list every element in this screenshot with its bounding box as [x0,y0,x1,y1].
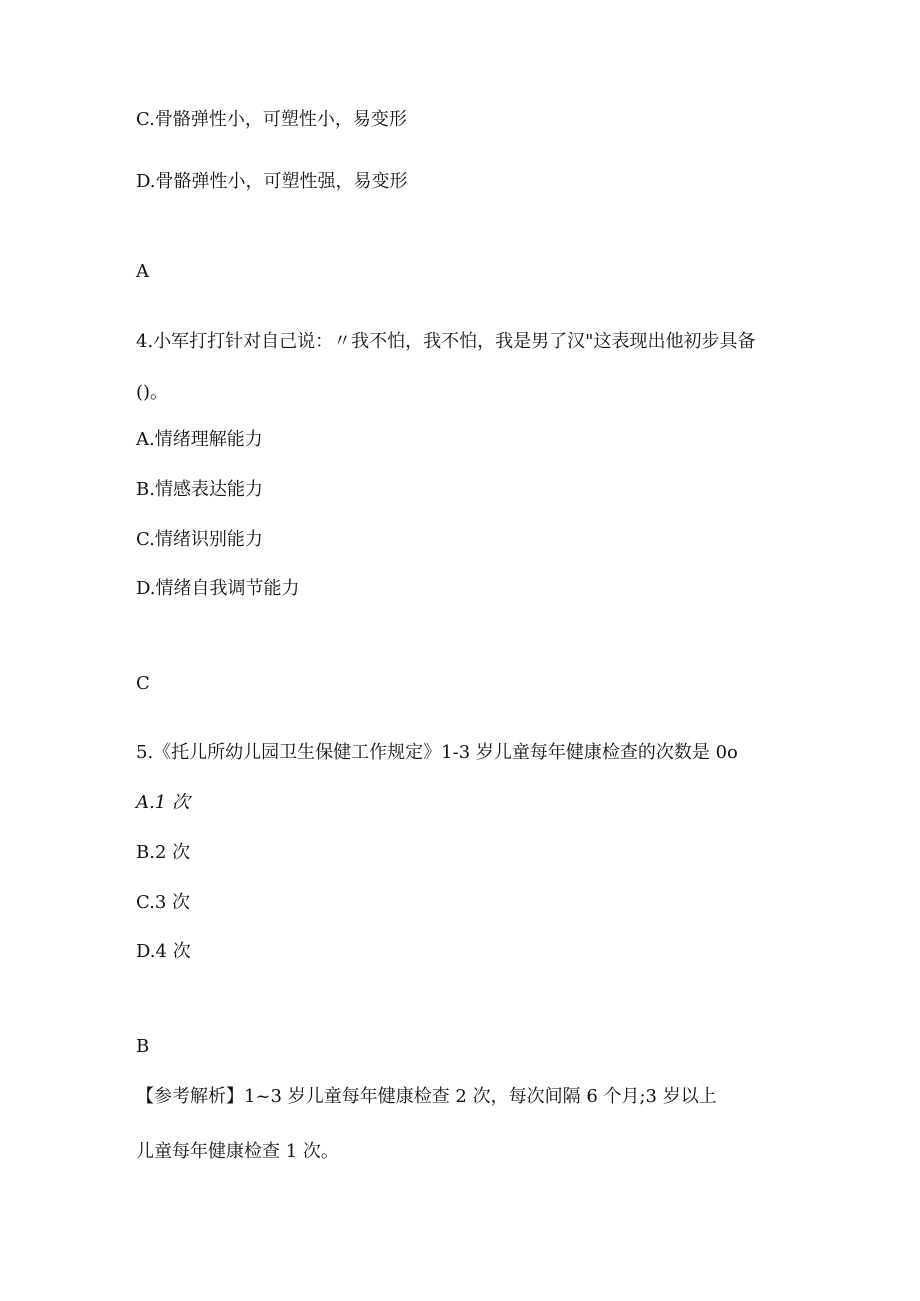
q4-stem-line1: 4.小军打打针对自己说：〃我不怕，我不怕，我是男了汉"这表现出他初步具备 [136,331,756,352]
q4-option-d [136,577,300,601]
option-text: 情绪自我调节能力 [155,578,300,599]
option-letter: B. [136,479,155,500]
q5-explanation-line1: 【参考解析】1~3 岁儿童每年健康检查 2 次，每次间隔 6 个月;3 岁以上 [136,1086,717,1107]
option-letter: C. [136,529,155,550]
q3-answer: A [136,261,149,282]
option-letter: B. [136,842,155,863]
option-letter: D. [136,578,156,599]
q3-option-c [136,108,407,132]
q5-option-d [136,940,191,964]
option-text: 情感表达能力 [154,479,263,500]
option-text: 情绪理解能力 [154,429,263,450]
q4-option-b [136,478,263,502]
option-text: 2 次 [154,842,191,863]
q5-option-c [136,891,190,915]
option-text: 情绪识别能力 [154,529,263,550]
option-letter: D. [136,941,156,962]
q4-option-c [136,528,263,552]
option-letter: D. [136,171,156,192]
option-letter: A. [136,792,155,813]
q5-answer: B [136,1036,150,1057]
q5-stem: 5.《托儿所幼儿园卫生保健工作规定》1-3 岁儿童每年健康检查的次数是 0o [136,742,738,763]
q5-option-b [136,841,190,865]
q5-explanation-line2: 儿童每年健康检查 1 次。 [136,1141,339,1162]
option-text: 3 次 [154,892,191,913]
option-text: 1 次 [154,792,190,813]
option-text: 4 次 [155,941,191,962]
q4-answer: C [136,673,150,694]
option-letter: C. [136,109,155,130]
q4-option-a [136,428,263,452]
option-text: 骨骼弹性小，可塑性小，易变形 [154,109,407,130]
q5-option-a [136,791,190,815]
option-text: 骨骼弹性小，可塑性强，易变形 [155,171,408,192]
option-letter: C. [136,892,155,913]
option-letter: A. [136,429,155,450]
q4-stem-line2: ()。 [136,382,169,403]
q3-option-d [136,170,408,194]
